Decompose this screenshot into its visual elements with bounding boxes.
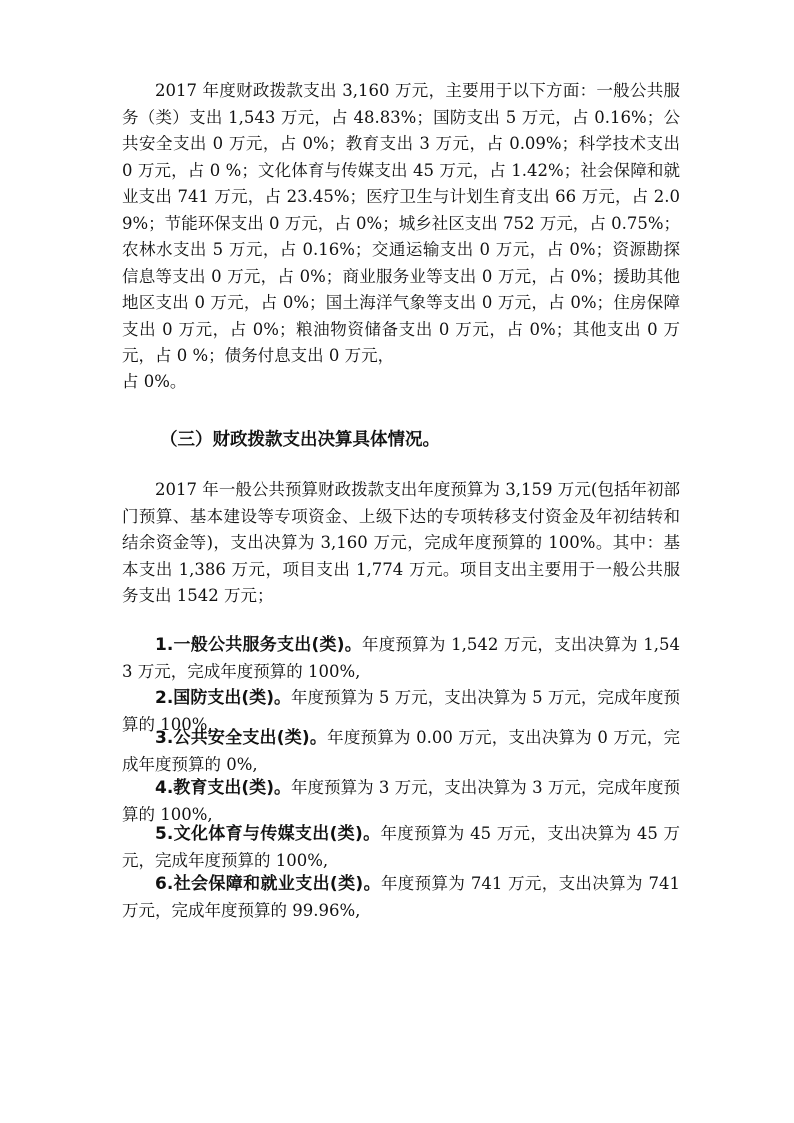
item-text: 年度预算为 1,542 万元，支出决算为 1,543 万元，完成年度预算的 100%, bbox=[122, 635, 680, 681]
section-heading-3: （三）财政拨款支出决算具体情况。 bbox=[160, 430, 440, 450]
item-text: 年度预算为 45 万元，支出决算为 45 万元，完成年度预算的 100%, bbox=[122, 824, 680, 870]
budget-detail-paragraph: 2017 年一般公共预算财政拨款支出年度预算为 3,159 万元(包括年初部门预算、基本建设等专项资金、上级下达的专项转移支付资金及年初结转和结余资金等)，支出决算为 3,160 万元，完成年度预算的 100%。其中：基本支出 1,386 万元，项目支出 1,774 万元。项目支出主要用于一般公共服务支出 1542 万元； bbox=[122, 480, 680, 605]
item-title: 3.公共安全支出(类)。 bbox=[155, 728, 328, 748]
item-title: 5.文化体育与传媒支出(类)。 bbox=[155, 824, 381, 844]
expenditure-summary-tail: 占 0%。 bbox=[122, 372, 187, 391]
item-text: 年度预算为 5 万元，支出决算为 5 万元，完成年度预算的 100%, bbox=[122, 688, 680, 734]
list-item bbox=[122, 725, 680, 778]
item-title: 4.教育支出(类)。 bbox=[155, 778, 292, 798]
list-item bbox=[122, 821, 680, 874]
item-text: 年度预算为 0.00 万元，支出决算为 0 万元，完成年度预算的 0%, bbox=[122, 728, 681, 774]
item-text: 年度预算为 3 万元，支出决算为 3 万元，完成年度预算的 100%, bbox=[122, 778, 680, 824]
item-title: 6.社会保障和就业支出(类)。 bbox=[155, 874, 381, 894]
list-item bbox=[122, 871, 680, 924]
list-item bbox=[122, 632, 680, 685]
item-title: 2.国防支出(类)。 bbox=[155, 688, 292, 708]
item-title: 1.一般公共服务支出(类)。 bbox=[155, 635, 362, 655]
expenditure-summary-paragraph: 2017 年度财政拨款支出 3,160 万元，主要用于以下方面：一般公共服务（类）支出 1,543 万元，占 48.83%；国防支出 5 万元，占 0.16%；公共安全支出 0 万元，占 0%；教育支出 3 万元，占 0.09%；科学技术支出 0 万元，占 0 %；文化体育与传媒支出 45 万元，占 1.42%；社会保障和就业支出 741 万元，占 23.45%；医疗卫生与计划生育支出 66 万元，占 2.09%；节能环保支出 0 万元，占 0%；城乡社区支出 752 万元，占 0.75%；农林水支出 5 万元，占 0.16%；交通运输支出 0 万元，占 0%；资源勘探信息等支出 0 万元，占 0%；商业服务业等支出 0 万元，占 0%；援助其他地区支出 0 万元，占 0%；国土海洋气象等支出 0 万元，占 0%；住房保障支出 0 万元，占 0%；粮油物资储备支出 0 万元，占 0%；其他支出 0 万元，占 0 %；债务付息支出 0 万元， bbox=[122, 81, 680, 365]
item-text: 年度预算为 741 万元，支出决算为 741 万元，完成年度预算的 99.96%, bbox=[122, 874, 680, 920]
